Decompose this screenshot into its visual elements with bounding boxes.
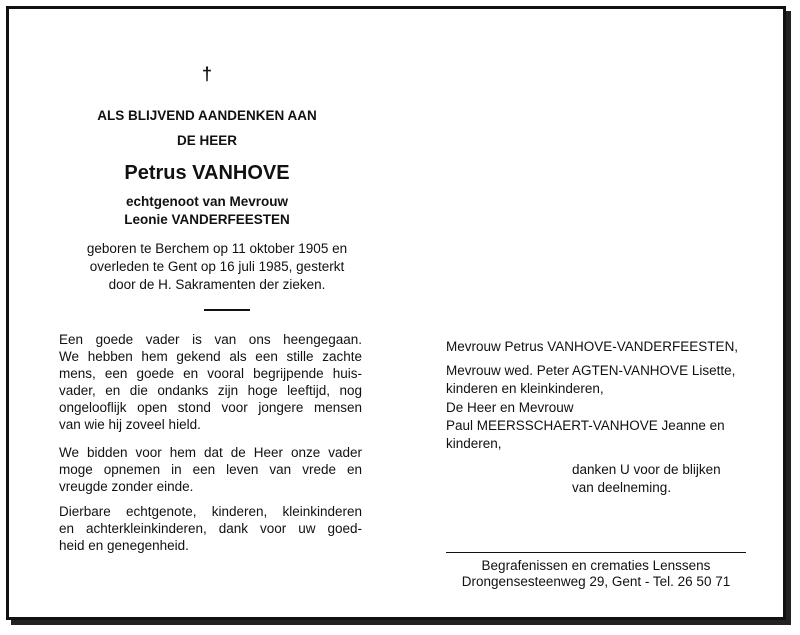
- bio-line-2: overleden te Gent op 16 juli 1985, gesterkt: [89, 259, 345, 274]
- thanks-line-2: van deelneming.: [572, 480, 672, 495]
- heading-line-2: DE HEER: [176, 133, 237, 148]
- paragraph-3: [59, 503, 362, 554]
- footer-rule: [446, 552, 746, 553]
- deceased-name: Petrus VANHOVE: [124, 162, 290, 184]
- paragraph-1-line: van wie hij zoveel hield.: [59, 417, 201, 432]
- paragraph-1-line: We hebben hem gekend als een stille zachte: [59, 349, 362, 364]
- spouse-line-2: Leonie VANDERFEESTEN: [124, 212, 290, 227]
- paragraph-2-line: vreugde zonder einde.: [59, 479, 194, 494]
- paragraph-1-line: Een goede vader is van ons heengegaan.: [59, 332, 362, 347]
- cross-icon: †: [202, 64, 213, 84]
- paragraph-2-line: moge opnemen in een leven van vrede en: [59, 462, 362, 477]
- paragraph-2: [59, 444, 362, 495]
- heading-line-1: ALS BLIJVEND AANDENKEN AAN: [97, 108, 317, 123]
- paragraph-3-line: Dierbare echtgenote, kinderen, kleinkinderen: [59, 504, 362, 519]
- funeral-home-address: Drongensesteenweg 29, Gent - Tel. 26 50 71: [461, 574, 731, 589]
- paragraph-1-line: mens, een goede en vooral begrijpende huis-: [59, 366, 362, 381]
- family-line-6: kinderen,: [446, 436, 502, 451]
- thanks-line-1: danken U voor de blijken: [572, 462, 721, 477]
- spouse-line-1: echtgenoot van Mevrouw: [125, 194, 289, 209]
- bio-line-1: geboren te Berchem op 11 oktober 1905 en: [86, 241, 348, 256]
- paragraph-1: [59, 331, 362, 433]
- bio-line-3: door de H. Sakramenten der zieken.: [108, 277, 326, 292]
- family-line-2: Mevrouw wed. Peter AGTEN-VANHOVE Lisette,: [446, 363, 736, 378]
- family-line-1: Mevrouw Petrus VANHOVE-VANDERFEESTEN,: [446, 339, 739, 354]
- family-line-4: De Heer en Mevrouw: [446, 400, 574, 415]
- paragraph-3-line: en achterkleinkinderen, dank voor uw goed-: [59, 521, 362, 536]
- funeral-home-name: Begrafenissen en crematies Lenssens: [481, 558, 711, 573]
- family-line-3: kinderen en kleinkinderen,: [446, 381, 604, 396]
- paragraph-1-line: ongelooflijk open stond voor jongere mensen: [59, 400, 362, 415]
- family-line-5: Paul MEERSSCHAERT-VANHOVE Jeanne en: [446, 418, 725, 433]
- separator: [204, 309, 250, 311]
- paragraph-3-line: heid en genegenheid.: [59, 538, 189, 553]
- paragraph-1-line: vader, en die ondanks zijn hoge leeftijd, nog: [59, 383, 362, 398]
- paragraph-2-line: We bidden voor hem dat de Heer onze vader: [59, 445, 362, 460]
